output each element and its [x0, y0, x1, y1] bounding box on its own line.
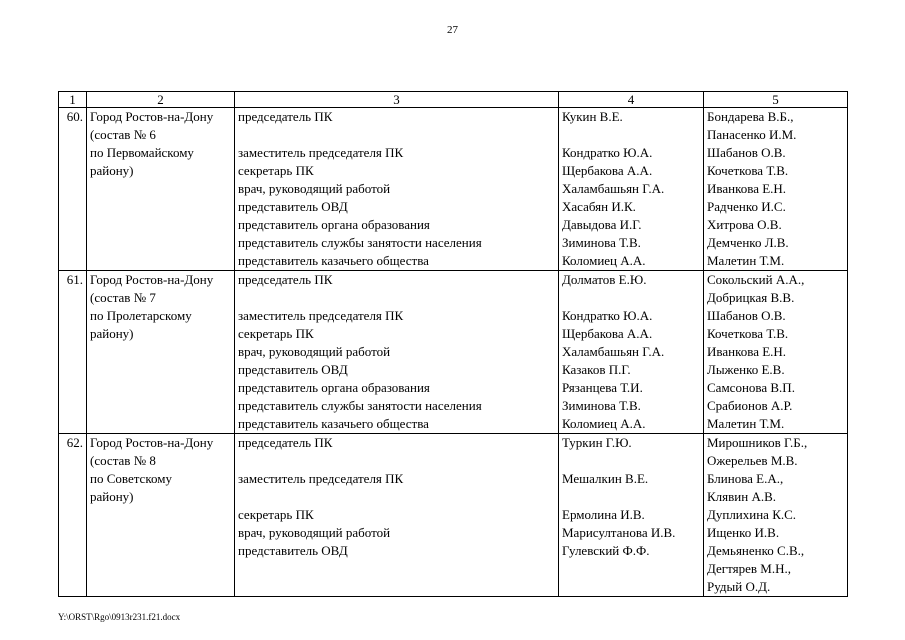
commission-location-line: Город Ростов-на-Дону [90, 272, 214, 287]
commission-members-line: Щербакова А.А. [562, 326, 653, 341]
commission-reserves-line: Добрицкая В.В. [707, 290, 795, 305]
commission-reserves-line: Сокольский А.А., [707, 272, 805, 287]
file-path-footer: Y:\ORST\Rgo\0913r231.f21.docx [58, 612, 181, 622]
commission-roles-line: заместитель председателя ПК [238, 145, 404, 160]
commission-roles-line [238, 452, 555, 470]
commission-reserves-line: Шабанов О.В. [707, 145, 786, 160]
commission-reserves-line: Малетин Т.М. [707, 253, 785, 268]
commission-location-line: (состав № 7 [90, 290, 156, 305]
commission-roles-line: врач, руководящий работой [238, 181, 391, 196]
page-number: 27 [447, 24, 458, 36]
commission-location-line: (состав № 6 [90, 127, 156, 142]
commission-location-line: (состав № 8 [90, 453, 156, 468]
commission-reserves-line: Иванкова Е.Н. [707, 181, 787, 196]
commission-members-line: Ермолина И.В. [562, 507, 645, 522]
commission-members-line: Мешалкин В.Е. [562, 471, 649, 486]
row-number: 61. [59, 271, 87, 434]
header-col-1: 1 [59, 92, 87, 108]
commission-members-line: Кондратко Ю.А. [562, 145, 653, 160]
commission-roles-line: секретарь ПК [238, 507, 314, 522]
commission-location [87, 434, 235, 597]
commission-roles-line [238, 289, 555, 307]
commission-members [559, 108, 704, 271]
commission-reserves-line: Лыженко Е.В. [707, 362, 785, 377]
commission-members-line: Хасабян И.К. [562, 199, 636, 214]
commission-roles-line: представитель ОВД [238, 543, 348, 558]
commission-reserves-line: Радченко И.С. [707, 199, 786, 214]
commission-reserves-line: Шабанов О.В. [707, 308, 786, 323]
commission-roles-line: представитель ОВД [238, 199, 348, 214]
commission-reserves-line: Рудый О.Д. [707, 579, 771, 594]
commission-roles-line: секретарь ПК [238, 163, 314, 178]
row-number: 62. [59, 434, 87, 597]
commission-reserves-line: Ищенко И.В. [707, 525, 780, 540]
commission-roles [235, 108, 559, 271]
commission-members-line: Халамбашьян Г.А. [562, 181, 665, 196]
commission-members-line: Коломиец А.А. [562, 416, 646, 431]
commission-location-line: по Первомайскому [90, 145, 194, 160]
commission-members-line: Давыдова И.Г. [562, 217, 642, 232]
commission-members-line: Щербакова А.А. [562, 163, 653, 178]
commission-reserves-line: Клявин А.В. [707, 489, 776, 504]
commission-roles-line [238, 126, 555, 144]
commission-location-line: по Пролетарскому [90, 308, 192, 323]
commission-roles-line: представитель ОВД [238, 362, 348, 377]
commission-members-line [562, 578, 700, 596]
commission-members-line: Кукин В.Е. [562, 109, 623, 124]
commission-members-line: Коломиец А.А. [562, 253, 646, 268]
commission-members-line [562, 488, 700, 506]
commission-reserves-line: Бондарева В.Б., [707, 109, 794, 124]
commission-reserves-line: Самсонова В.П. [707, 380, 795, 395]
commission-members-line [562, 452, 700, 470]
table-row [59, 271, 848, 434]
commission-roles-line: представитель казачьего общества [238, 416, 429, 431]
commission-location-line: району) [90, 326, 134, 341]
commission-location-line: Город Ростов-на-Дону [90, 109, 214, 124]
commission-reserves-line: Мирошников Г.Б., [707, 435, 808, 450]
commission-roles-line: заместитель председателя ПК [238, 308, 404, 323]
commission-roles-line: председатель ПК [238, 272, 333, 287]
commission-reserves-line: Срабионов А.Р. [707, 398, 793, 413]
commission-location-line: Город Ростов-на-Дону [90, 435, 214, 450]
commission-location-line: району) [90, 489, 134, 504]
table-row [59, 434, 848, 597]
header-col-3: 3 [235, 92, 559, 108]
commission-roles-line: представитель службы занятости населения [238, 235, 482, 250]
commission-members-line: Кондратко Ю.А. [562, 308, 653, 323]
table-row [59, 108, 848, 271]
commission-reserves-line: Кочеткова Т.В. [707, 163, 789, 178]
commission-reserves-line: Панасенко И.М. [707, 127, 797, 142]
commission-roles-line: председатель ПК [238, 435, 333, 450]
commission-roles [235, 434, 559, 597]
commission-roles-line: председатель ПК [238, 109, 333, 124]
commission-reserves-line: Кочеткова Т.В. [707, 326, 789, 341]
commission-members [559, 434, 704, 597]
commission-reserves-line: Хитрова О.В. [707, 217, 782, 232]
commission-roles-line [238, 560, 555, 578]
commission-roles-line [238, 488, 555, 506]
commission-roles-line [238, 578, 555, 596]
commission-members-line: Зиминова Т.В. [562, 235, 641, 250]
header-col-5: 5 [704, 92, 848, 108]
commission-members-line [562, 289, 700, 307]
commission-members-line: Марисултанова И.В. [562, 525, 676, 540]
commission-members-line: Долматов Е.Ю. [562, 272, 647, 287]
commission-reserves-line: Демьяненко С.В., [707, 543, 805, 558]
commission-roles [235, 271, 559, 434]
header-row [59, 92, 848, 108]
commission-roles-line: представитель казачьего общества [238, 253, 429, 268]
commission-reserves [704, 434, 848, 597]
commission-members-line: Туркин Г.Ю. [562, 435, 632, 450]
commission-members-line [562, 126, 700, 144]
commission-members-line: Рязанцева Т.И. [562, 380, 643, 395]
commission-reserves-line: Иванкова Е.Н. [707, 344, 787, 359]
commission-roles-line: представитель органа образования [238, 217, 430, 232]
row-number: 60. [59, 108, 87, 271]
commission-table [58, 91, 848, 597]
commission-location [87, 271, 235, 434]
commission-members [559, 271, 704, 434]
commission-roles-line: заместитель председателя ПК [238, 471, 404, 486]
commission-reserves [704, 271, 848, 434]
header-col-2: 2 [87, 92, 235, 108]
commission-roles-line: секретарь ПК [238, 326, 314, 341]
commission-roles-line: представитель службы занятости населения [238, 398, 482, 413]
commission-members-line: Гулевский Ф.Ф. [562, 543, 650, 558]
commission-location-line: району) [90, 163, 134, 178]
commission-reserves-line: Дуплихина К.С. [707, 507, 797, 522]
commission-roles-line: представитель органа образования [238, 380, 430, 395]
commission-location-line: по Советскому [90, 471, 172, 486]
commission-reserves-line: Блинова Е.А., [707, 471, 784, 486]
commission-reserves-line: Ожерельев М.В. [707, 453, 798, 468]
commission-members-line: Казаков П.Г. [562, 362, 631, 377]
commission-location [87, 108, 235, 271]
commission-reserves [704, 108, 848, 271]
commission-roles-line: врач, руководящий работой [238, 344, 391, 359]
commission-members-line [562, 560, 700, 578]
commission-reserves-line: Демченко Л.В. [707, 235, 789, 250]
header-col-4: 4 [559, 92, 704, 108]
commission-reserves-line: Малетин Т.М. [707, 416, 785, 431]
commission-members-line: Зиминова Т.В. [562, 398, 641, 413]
commission-members-line: Халамбашьян Г.А. [562, 344, 665, 359]
commission-reserves-line: Дегтярев М.Н., [707, 561, 791, 576]
commission-roles-line: врач, руководящий работой [238, 525, 391, 540]
